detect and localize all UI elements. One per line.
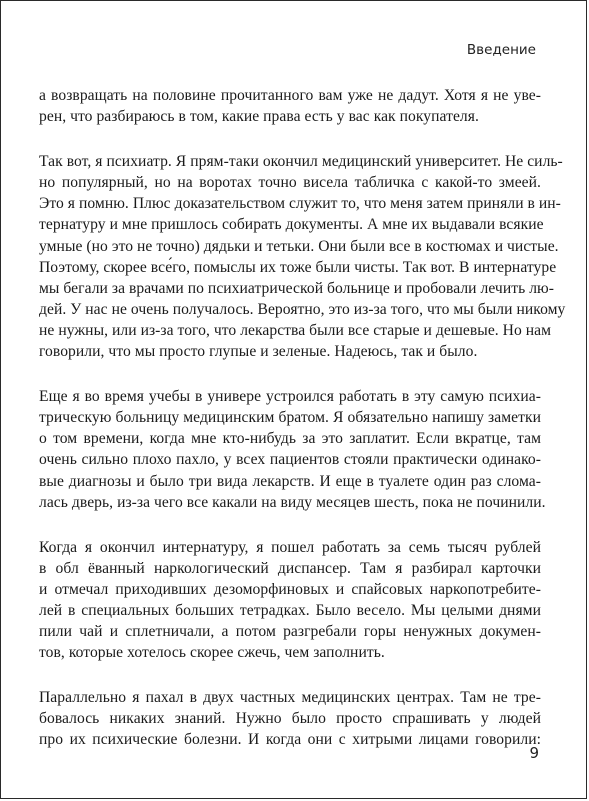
body-text: [39, 85, 566, 775]
text-line: пили чай и сплетничали, а потом разгребали горы ненужных докумен-: [39, 623, 541, 641]
paragraph: [39, 386, 546, 513]
text-line: Когда я окончил интернатуру, я пошел работать за семь тысяч рублей: [39, 538, 541, 556]
text-line: Это я помню. Плюс доказательством служит то, что меня затем приняли в ин-: [39, 195, 561, 213]
text-line: дей. У нас не очень получалось. Вероятно, это из-за того, что мы были никому: [39, 300, 566, 318]
text-line: лась дверь, из-за чего все какали на виду месяцев шесть, пока не починили.: [39, 493, 546, 511]
text-line: Так вот, я психиатр. Я прям-таки окончил медицинский университет. Не силь-: [39, 153, 563, 171]
paragraph: [39, 85, 541, 127]
running-header: Введение: [466, 42, 536, 58]
text-line: очень сильно плохо пахло, у всех пациентов стояли практически одинако-: [39, 451, 541, 469]
page-number: 9: [529, 744, 539, 762]
text-line: но популярный, но на воротах точно висела табличка с какой-то змеей.: [39, 174, 541, 192]
text-line: тернатуру и мне пришлось собирать документы. А мне их выдавали всякие: [39, 216, 544, 234]
text-line: мы бегали за врачами по психиатрической больнице и пробовали лечить лю-: [39, 279, 554, 297]
text-line: вые диагнозы и было три вида лекарств. И еще в туалете один раз слома-: [39, 472, 541, 490]
text-line: лей в специальных больших тетрадках. Было весело. Мы целыми днями: [39, 601, 541, 619]
text-line: о том времени, когда мне кто-нибудь за это заплатит. Если вкратце, там: [39, 430, 541, 448]
text-line: не нужны, или из-за того, что лекарства были все старые и дешевые. Но нам: [39, 321, 552, 339]
text-line: в обл ёванный наркологический диспансер. Там я разбирал карточки: [39, 559, 541, 577]
paragraph: [39, 151, 566, 362]
text-line: тов, которые хотелось скорее сжечь, чем заполнить.: [39, 644, 385, 662]
text-line: Еще я во время учебы в универе устроился работать в эту самую психиа-: [39, 388, 541, 406]
text-line: умные (но это не точно) дядьки и тетьки. Они были все в костюмах и чистые.: [39, 237, 559, 255]
text-line: и отмечал приходивших дезоморфиновых и спайсовых наркопотребите-: [39, 580, 541, 598]
text-line: говорили, что мы просто глупые и зеленые. Надеюсь, так и было.: [39, 343, 478, 361]
text-line: про их психические болезни. И когда они с хитрыми лицами говорили:: [39, 731, 541, 749]
text-line: трическую больницу медицинским братом. Я обязательно напишу заметки: [39, 409, 541, 427]
paragraph: [39, 687, 541, 750]
text-line: а возвращать на половине прочитанного вам уже не дадут. Хотя я не уве-: [39, 87, 541, 104]
text-line: Поэтому, скорее все́го, помыслы их тоже были чисты. Так вот. В интернатуре: [39, 258, 557, 276]
text-line: рен, что разбираюсь в том, какие права есть у вас как покупателя.: [39, 108, 479, 126]
text-line: Параллельно я пахал в двух частных медицинских центрах. Там не тре-: [39, 689, 541, 707]
paragraph: [39, 537, 541, 664]
text-line: бовалось никаких знаний. Нужно было просто спрашивать у людей: [39, 710, 541, 728]
